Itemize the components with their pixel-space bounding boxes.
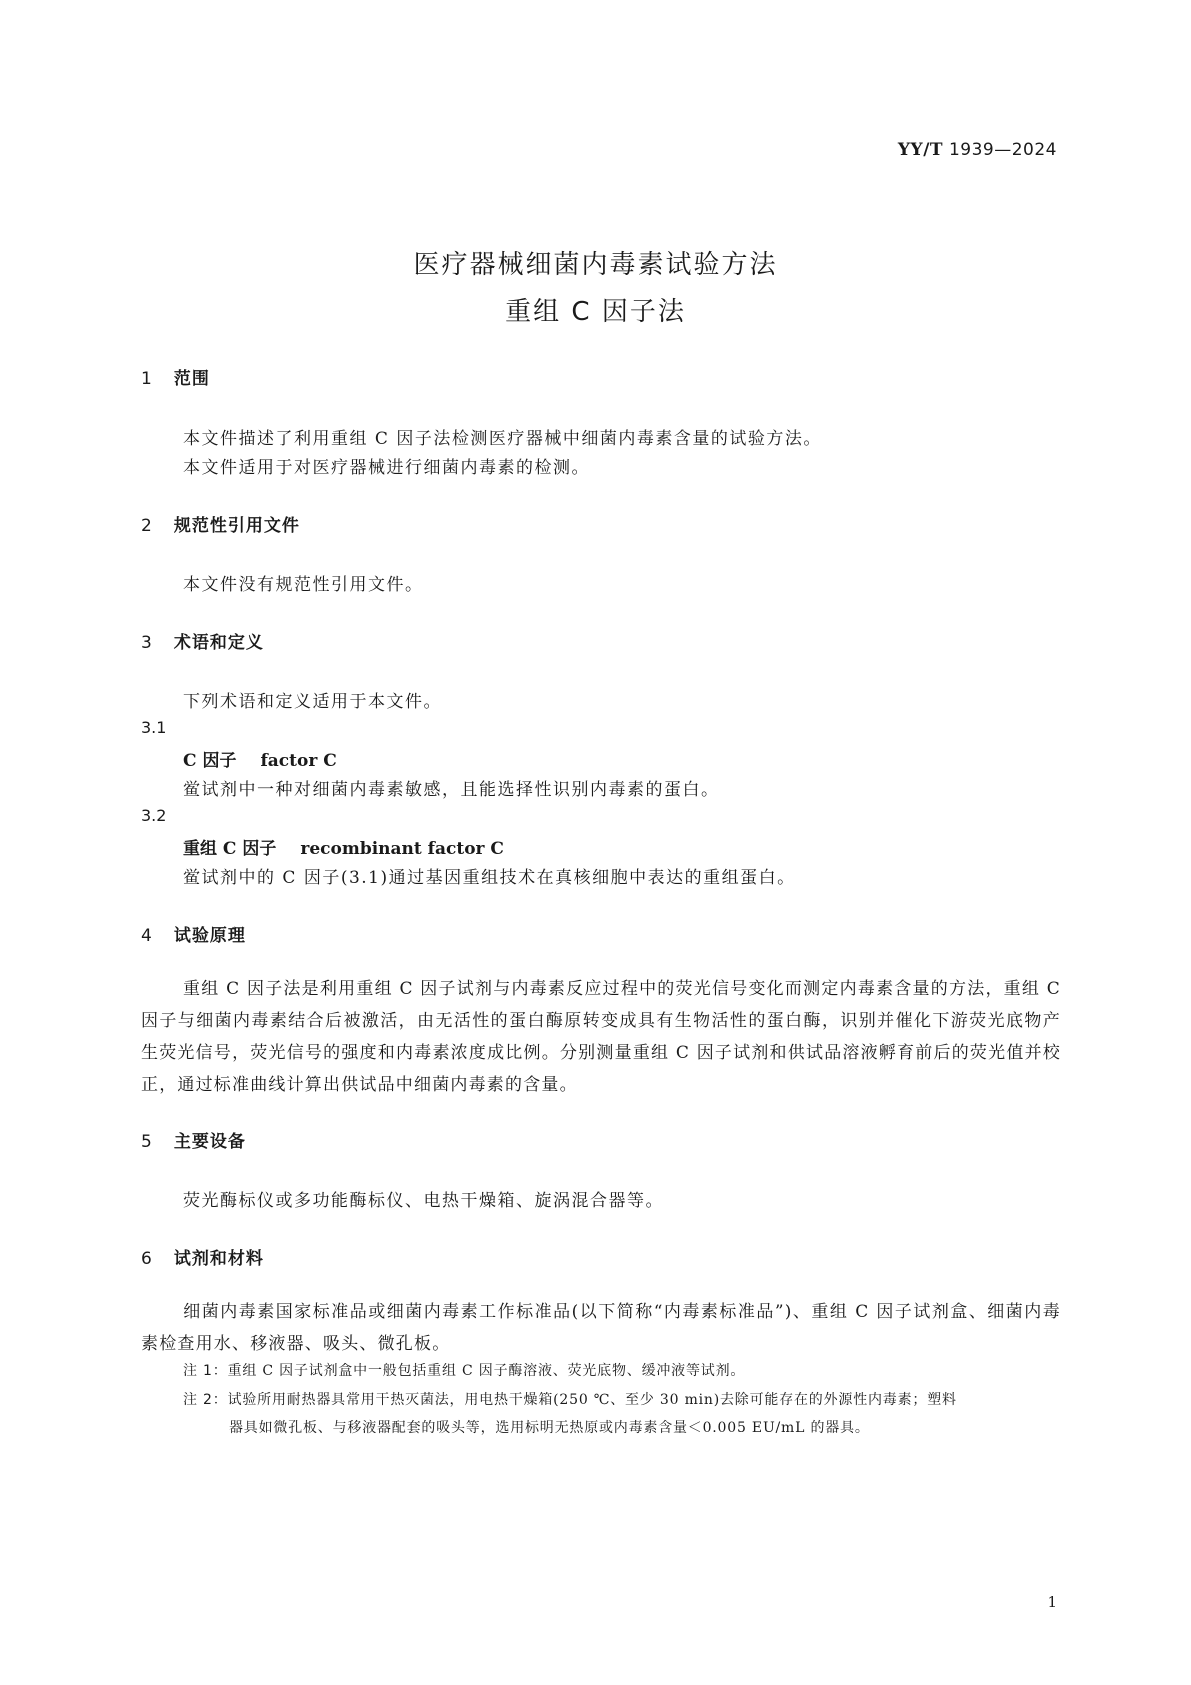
term-chinese: C 因子 xyxy=(183,751,237,771)
section-heading-6 xyxy=(141,1244,264,1269)
paragraph: 本文件没有规范性引用文件。 xyxy=(183,575,424,595)
document-subtitle: 重组 C 因子法 xyxy=(505,297,686,327)
term-heading xyxy=(183,746,337,771)
section-number: 5 xyxy=(141,1132,153,1152)
note-text: 试验所用耐热器具常用干热灭菌法，用电热干燥箱(250 ℃、至少 30 min)去除可能存在的外源性内毒素；塑料 xyxy=(227,1392,957,1408)
paragraph: 下列术语和定义适用于本文件。 xyxy=(183,692,442,712)
term-english: factor C xyxy=(260,751,337,771)
section-heading-5 xyxy=(141,1127,246,1152)
term-definition: 鲎试剂中的 C 因子(3.1)通过基因重组技术在真核细胞中表达的重组蛋白。 xyxy=(183,868,796,888)
section-title: 试验原理 xyxy=(173,926,246,946)
paragraph-block xyxy=(141,1296,1061,1360)
section-heading-4 xyxy=(141,921,246,946)
section-title: 范围 xyxy=(173,369,210,389)
section-title: 术语和定义 xyxy=(173,633,264,653)
term-number: 3.2 xyxy=(141,806,167,825)
paragraph-text: 重组 C 因子法是利用重组 C 因子试剂与内毒素反应过程中的荧光信号变化而测定内毒素含量的方法，重组 C 因子与细菌内毒素结合后被激活，由无活性的蛋白酶原转变成具有生物活性的蛋白酶，识别并催化下游荧光底物产生荧光信号，荧光信号的强度和内毒素浓度成比例。分别测量重组 C 因子试剂和供试品溶液孵育前后的荧光值并校正，通过标准曲线计算出供试品中细菌内毒素的含量。 xyxy=(141,979,1061,1095)
section-number: 4 xyxy=(141,926,153,946)
page-number: 1 xyxy=(1047,1593,1057,1611)
note-2 xyxy=(183,1386,1063,1442)
paragraph: 荧光酶标仪或多功能酶标仪、电热干燥箱、旋涡混合器等。 xyxy=(183,1191,664,1211)
note-label: 注 2： xyxy=(183,1392,228,1408)
section-heading-1 xyxy=(141,364,210,389)
section-title: 规范性引用文件 xyxy=(173,516,300,536)
section-number: 2 xyxy=(141,516,153,536)
paragraph-block xyxy=(141,973,1061,1101)
section-number: 3 xyxy=(141,633,153,653)
section-number: 6 xyxy=(141,1249,153,1269)
standard-code-prefix: YY/T xyxy=(897,140,944,160)
term-number: 3.1 xyxy=(141,718,167,737)
paragraph: 本文件适用于对医疗器械进行细菌内毒素的检测。 xyxy=(183,458,590,478)
document-title: 医疗器械细菌内毒素试验方法 xyxy=(413,250,778,280)
note-label: 注 1： xyxy=(183,1363,228,1379)
term-chinese: 重组 C 因子 xyxy=(183,839,277,859)
paragraph-text: 细菌内毒素国家标准品或细菌内毒素工作标准品(以下简称“内毒素标准品”)、重组 C 因子试剂盒、细菌内毒素检查用水、移液器、吸头、微孔板。 xyxy=(141,1302,1061,1354)
standard-code xyxy=(898,140,1057,160)
paragraph: 本文件描述了利用重组 C 因子法检测医疗器械中细菌内毒素含量的试验方法。 xyxy=(183,429,822,449)
term-english: recombinant factor C xyxy=(300,839,504,859)
term-definition: 鲎试剂中一种对细菌内毒素敏感，且能选择性识别内毒素的蛋白。 xyxy=(183,780,720,800)
term-heading xyxy=(183,834,504,859)
standard-code-number: 1939—2024 xyxy=(948,140,1057,160)
section-heading-3 xyxy=(141,628,264,653)
section-heading-2 xyxy=(141,511,300,536)
section-number: 1 xyxy=(141,369,153,389)
note-1 xyxy=(183,1357,1063,1385)
note-text: 重组 C 因子试剂盒中一般包括重组 C 因子酶溶液、荧光底物、缓冲液等试剂。 xyxy=(227,1363,746,1379)
note-text-continued: 器具如微孔板、与移液器配套的吸头等，选用标明无热原或内毒素含量＜0.005 EU/mL 的器具。 xyxy=(229,1420,870,1436)
section-title: 试剂和材料 xyxy=(173,1249,264,1269)
section-title: 主要设备 xyxy=(173,1132,246,1152)
